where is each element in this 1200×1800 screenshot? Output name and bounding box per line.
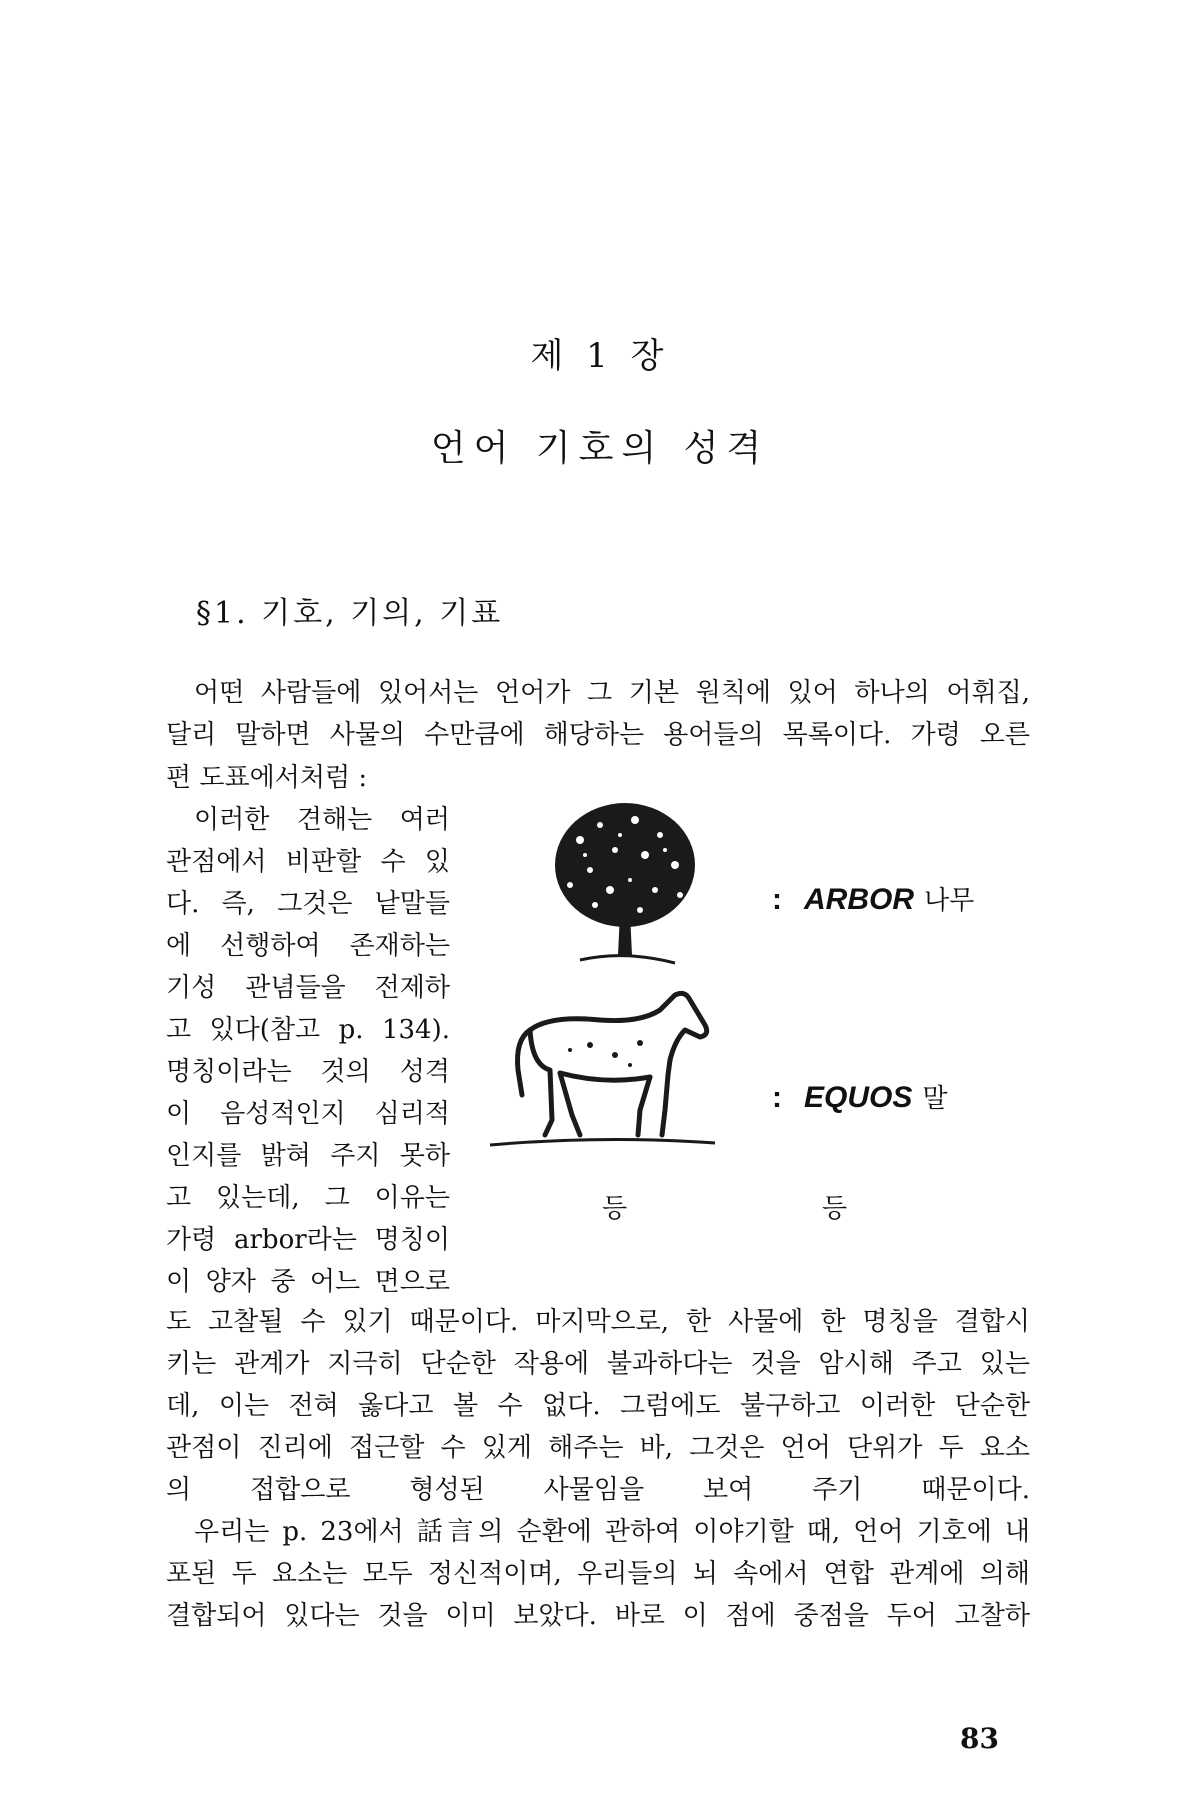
text-line: 도 고찰될 수 있기 때문이다. 마지막으로, 한 사물에 한 명칭을 결합시 bbox=[166, 1307, 1030, 1337]
figure-gloss: 나무 bbox=[924, 886, 975, 916]
text-line: 어떤 사람들에 있어서는 언어가 그 기본 원칙에 있어 하나의 어휘집, bbox=[194, 678, 1030, 708]
text-line: 이 음성적인지 심리적 bbox=[166, 1099, 450, 1129]
text-line: 데, 이는 전혀 옳다고 볼 수 없다. 그럼에도 불구하고 이러한 단순한 bbox=[166, 1391, 1030, 1421]
text-line: 포된 두 요소는 모두 정신적이며, 우리들의 뇌 속에서 연합 관계에 의해 bbox=[166, 1559, 1030, 1589]
paragraph-2 bbox=[166, 1301, 1030, 1511]
text-line: 키는 관계가 지극히 단순한 작용에 불과하다는 것을 암시해 주고 있는 bbox=[166, 1349, 1030, 1379]
figure-item-arbor bbox=[772, 880, 974, 917]
chapter-title: 언어 기호의 성격 bbox=[430, 428, 770, 469]
text-line: 이러한 견해는 여러 bbox=[194, 805, 450, 835]
text-line: 우리는 p. 23에서 話言의 순환에 관하여 이야기할 때, 언어 기호에 내 bbox=[194, 1517, 1030, 1547]
paragraph-3 bbox=[166, 1511, 1030, 1637]
text-line: 고 있는데, 그 이유는 bbox=[166, 1183, 450, 1213]
text-line: 에 선행하여 존재하는 bbox=[166, 931, 450, 961]
text-line: 가령 arbor라는 명칭이 bbox=[166, 1225, 450, 1255]
figure-gloss: 말 bbox=[922, 1084, 948, 1114]
figure-term: EQUOS bbox=[804, 1081, 913, 1114]
figure-colon: : bbox=[772, 1081, 782, 1114]
text-line: 다. 즉, 그것은 낱말들 bbox=[166, 889, 450, 919]
text-line: 관점에서 비판할 수 있 bbox=[166, 847, 450, 877]
text-line: 결합되어 있다는 것을 이미 보았다. 바로 이 점에 중점을 두어 고찰하 bbox=[166, 1601, 1030, 1631]
text-line: 달리 말하면 사물의 수만큼에 해당하는 용어들의 목록이다. 가령 오른 bbox=[166, 720, 1030, 750]
intro-last-line: 편 도표에서처럼 : bbox=[166, 763, 368, 793]
text-line: 관점이 진리에 접근할 수 있게 해주는 바, 그것은 언어 단위가 두 요소 bbox=[166, 1433, 1030, 1463]
text-line: 이 양자 중 어느 면으로 bbox=[166, 1267, 450, 1297]
section-heading: §1. 기호, 기의, 기표 bbox=[196, 596, 504, 631]
chapter-number: 제 1 장 bbox=[530, 336, 670, 376]
text-line: 기성 관념들을 전제하 bbox=[166, 973, 450, 1003]
text-line: 의 접합으로 형성된 사물임을 보여 주기 때문이다. bbox=[166, 1475, 1030, 1505]
figure-colon: : bbox=[772, 883, 782, 916]
figure-term: ARBOR bbox=[804, 883, 914, 916]
page-number: 83 bbox=[960, 1722, 999, 1755]
figure-etc-left: 등 bbox=[602, 1194, 628, 1224]
text-line: 명칭이라는 것의 성격 bbox=[166, 1057, 450, 1087]
text-line: 고 있다(참고 p. 134). bbox=[166, 1015, 450, 1045]
figure-item-equos bbox=[772, 1078, 947, 1115]
horse-icon bbox=[490, 985, 720, 1155]
wrapped-paragraph bbox=[166, 799, 450, 1303]
figure-etc-right: 등 bbox=[822, 1194, 848, 1224]
tree-icon bbox=[540, 795, 710, 975]
text-line: 인지를 밝혀 주지 못하 bbox=[166, 1141, 450, 1171]
intro-paragraph bbox=[166, 672, 1030, 756]
